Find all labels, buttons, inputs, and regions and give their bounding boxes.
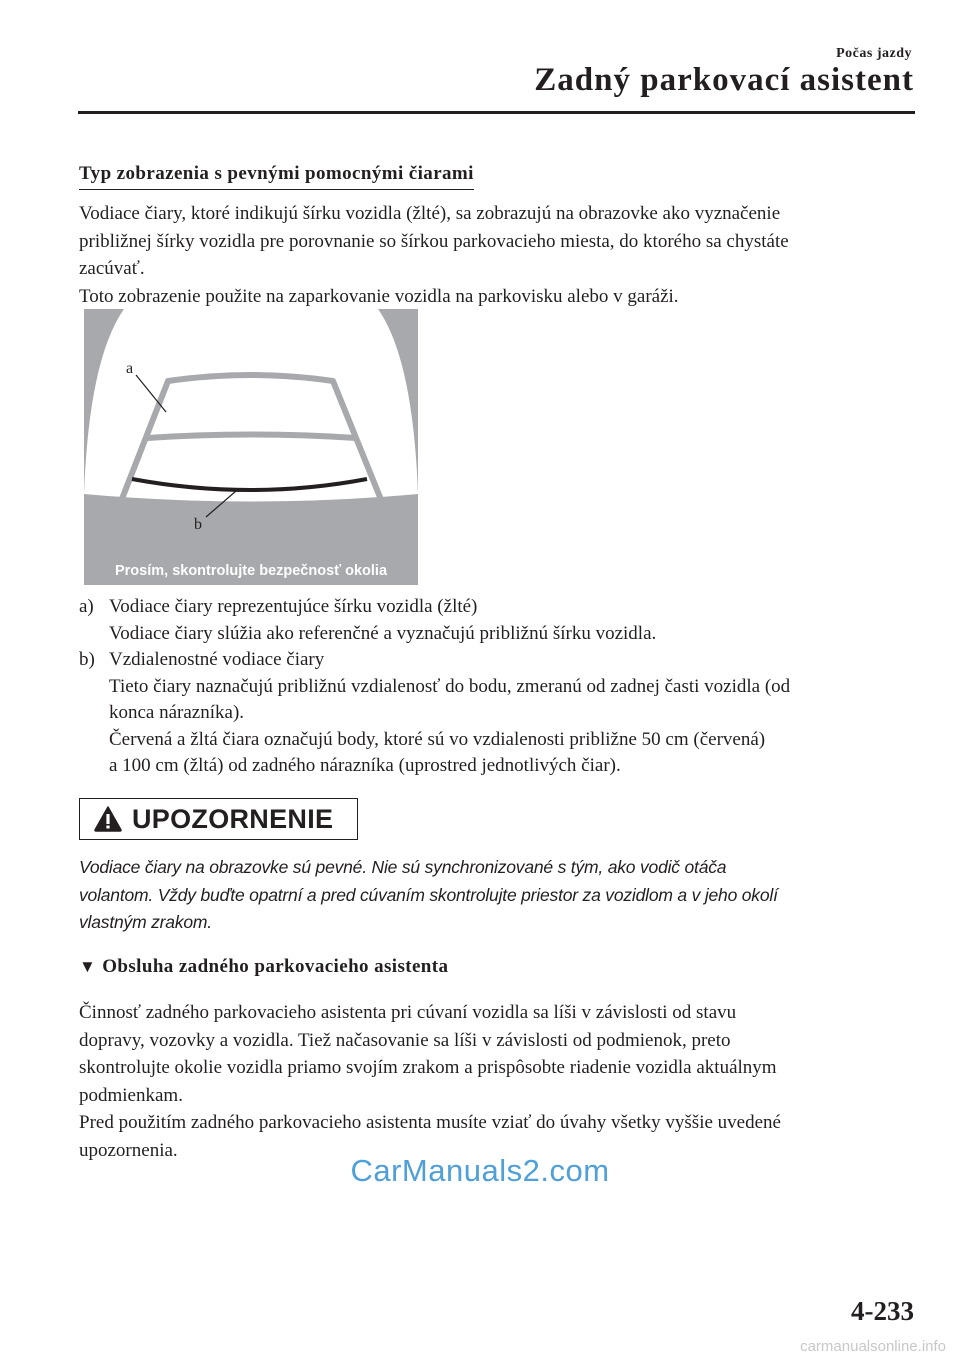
watermark: CarManuals2.com [350,1153,610,1188]
legend-title: Vzdialenostné vodiace čiary [109,649,325,670]
intro-line: zacúvať. [79,258,145,279]
warning-triangle-icon [94,806,122,832]
camera-view-illustration [84,309,418,585]
legend-description: konca nárazníka). [109,702,245,723]
camera-view-figure [84,309,418,585]
legend-item-a [79,594,919,621]
figure-label-b: b [194,516,202,533]
section-title: Zadný parkovací asistent [534,62,914,98]
body-line: podmienkam. [79,1084,183,1106]
subheading: Typ zobrazenia s pevnými pomocnými čiarami [79,163,474,190]
intro-line: Toto zobrazenie použite na zaparkovanie vozidla na parkovisku alebo v garáži. [79,285,679,307]
warning-line: volantom. Vždy buďte opatrní a pred cúvaním skontrolujte priestor za vozidlom a v jeho okolí [79,884,778,905]
figure-label-a: a [126,360,134,377]
legend-key: a) [79,596,94,617]
body-line: Pred použitím zadného parkovacieho asistenta musíte vziať do úvahy všetky vyššie uvedené [79,1112,781,1133]
body-line: upozornenia. [79,1139,178,1161]
body-line: dopravy, vozovky a vozidla. Tiež načasovanie sa líši v závislosti od podmienok, preto [79,1029,731,1051]
warning-label: UPOZORNENIE [132,803,334,834]
subsection-heading [79,956,448,978]
warning-line: vlastným zrakom. [79,912,212,932]
body-line: skontrolujte okolie vozidla priamo svojím zrakom a prispôsobte riadenie vozidla aktuálnym [79,1057,777,1078]
subsection-title: Obsluha zadného parkovacieho asistenta [102,956,449,977]
intro-paragraph [79,200,919,310]
figure-caption: Prosím, skontrolujte bezpečnosť okolia [114,563,388,579]
legend-description: a 100 cm (žltá) od zadného nárazníka (uprostred jednotlivých čiar). [109,755,621,776]
body-line: Činnosť zadného parkovacieho asistenta pri cúvaní vozidla sa líši v závislosti od stavu [79,1002,737,1023]
legend-description: Vodiace čiary slúžia ako referenčné a vyznačujú približnú šírku vozidla. [109,622,657,644]
page-number: 4-233 [851,1296,914,1326]
warning-line: Vodiace čiary na obrazovke sú pevné. Nie sú synchronizované s tým, ako vodič otáča [79,857,727,877]
header-rule [78,111,915,114]
legend-description: Červená a žltá čiara označujú body, ktoré sú vo vzdialenosti približne 50 cm (červená) [109,728,766,750]
triangle-down-icon: ▼ [79,957,97,976]
chapter-title: Počas jazdy [836,46,912,61]
legend-description: Tieto čiary naznačujú približnú vzdialenosť do bodu, zmeranú od zadnej časti vozidla (od [109,675,791,697]
footer-site-watermark: carmanualsonline.info [800,1338,946,1355]
legend-title: Vodiace čiary reprezentujúce šírku vozidla (žlté) [109,596,478,617]
legend [79,594,919,780]
legend-item-b [79,647,919,674]
intro-line: približnej šírky vozidla pre porovnanie so šírkou parkovacieho miesta, do ktorého sa chystáte [79,230,789,252]
intro-line: Vodiace čiary, ktoré indikujú šírku vozidla (žlté), sa zobrazujú na obrazovke ako vyznačenie [79,203,781,224]
body-paragraph [79,999,919,1164]
legend-key: b) [79,649,95,670]
warning-box [79,798,358,840]
warning-text [79,854,929,937]
